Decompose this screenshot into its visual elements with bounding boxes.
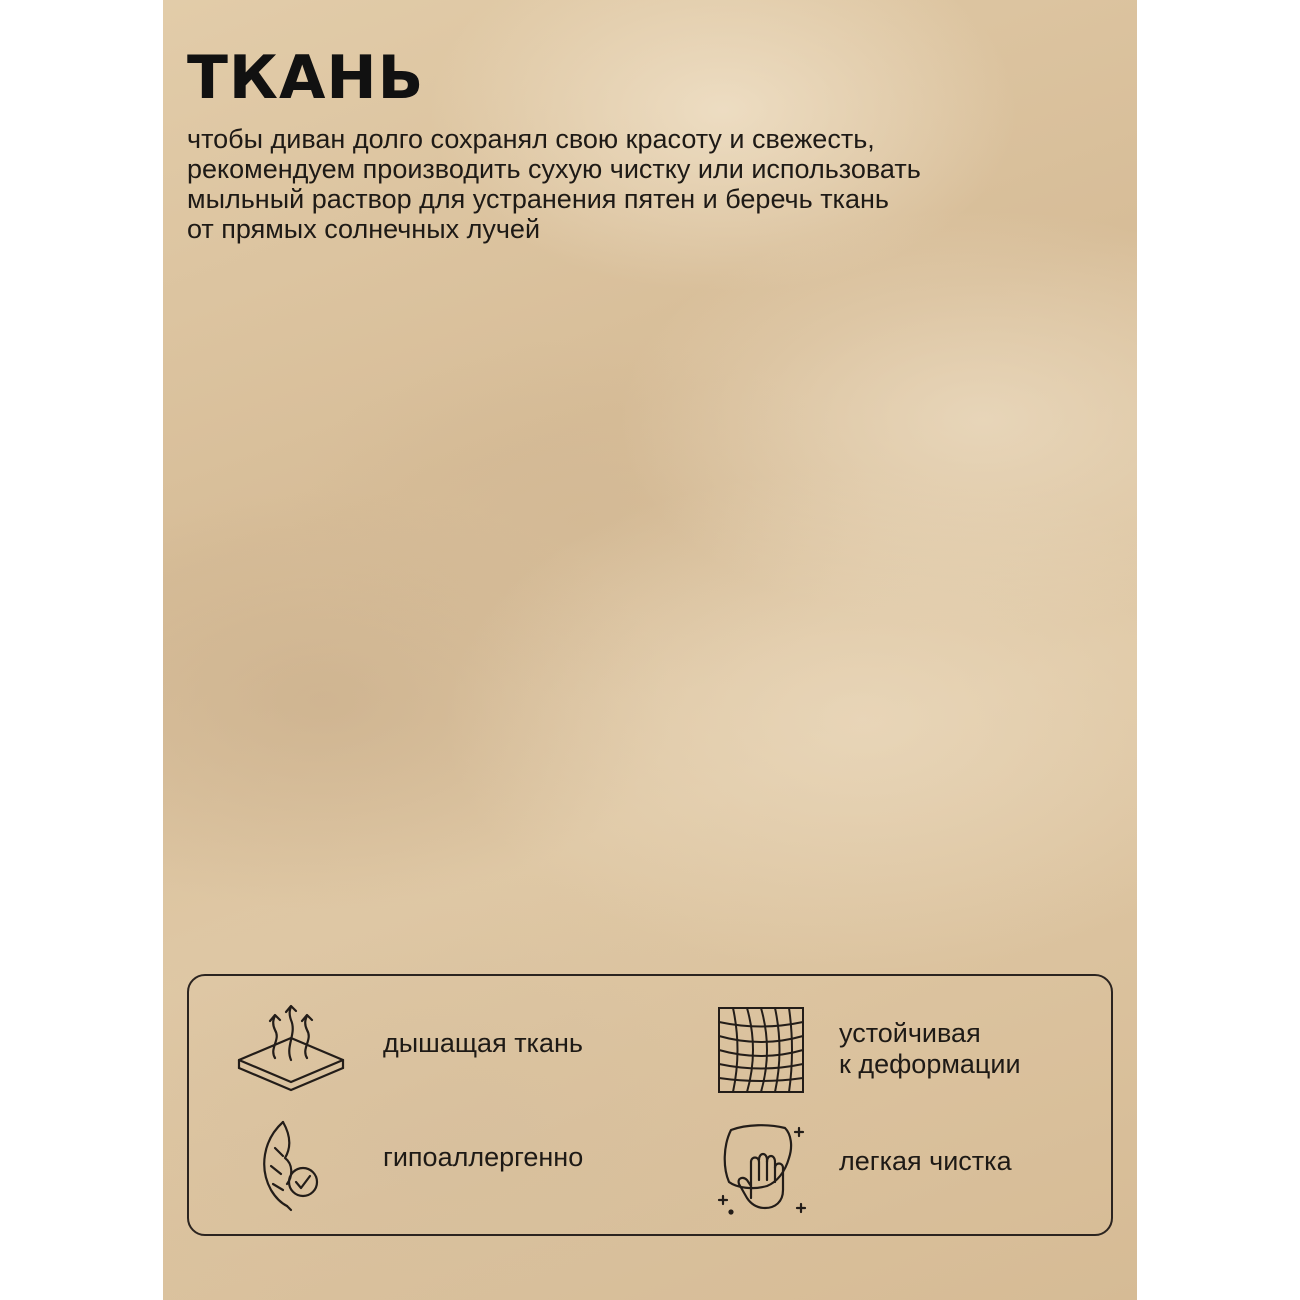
feature-label-deformation-line1: устойчивая	[839, 1018, 981, 1048]
feather-check-icon	[257, 1118, 323, 1212]
breathable-layers-icon	[235, 1004, 347, 1094]
hand-cleaning-icon	[717, 1120, 809, 1216]
fabric-panel	[163, 0, 1137, 1300]
grid-deformation-icon	[717, 1006, 805, 1094]
features-box	[187, 974, 1113, 1236]
description-line: от прямых солнечных лучей	[187, 214, 541, 244]
description-line: рекомендуем производить сухую чистку или использовать	[187, 154, 921, 184]
feature-label-easy-cleaning: легкая чистка	[839, 1146, 1012, 1176]
feature-label-breathable: дышащая ткань	[383, 1028, 583, 1058]
feature-label-deformation-line2: к деформации	[839, 1049, 1021, 1079]
feature-label-hypoallergenic: гипоаллергенно	[383, 1142, 584, 1172]
description-line: чтобы диван долго сохранял свою красоту и свежесть,	[187, 124, 875, 154]
description-line: мыльный раствор для устранения пятен и беречь ткань	[187, 184, 889, 214]
page-title: ТКАНЬ	[187, 43, 425, 113]
description	[187, 124, 1117, 244]
